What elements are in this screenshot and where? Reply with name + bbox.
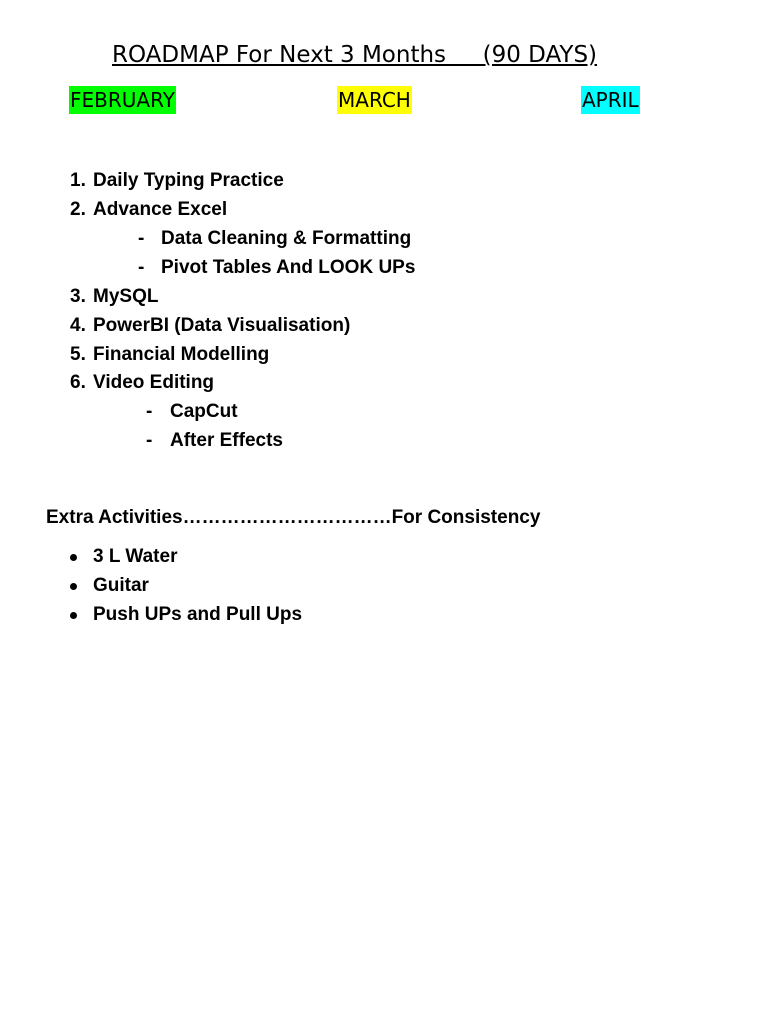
sub-list-item: CapCut <box>170 401 238 422</box>
month-february: FEBRUARY <box>70 88 175 112</box>
list-item: Guitar <box>93 575 149 596</box>
sub-item-marker: - <box>138 257 145 278</box>
list-item: 3 L Water <box>93 546 178 567</box>
list-number: 3. <box>70 286 86 307</box>
bullet-icon <box>70 583 77 590</box>
list-item: Financial Modelling <box>93 344 270 365</box>
list-item: Daily Typing Practice <box>93 170 284 191</box>
sub-list-item: Data Cleaning & Formatting <box>161 228 412 249</box>
extra-activities-heading: Extra Activities……………………………For Consistency <box>46 507 541 528</box>
list-number: 1. <box>70 170 86 191</box>
sub-list-item: Pivot Tables And LOOK UPs <box>161 257 416 278</box>
list-item: Video Editing <box>93 372 215 393</box>
sub-item-marker: - <box>138 228 145 249</box>
sub-item-marker: - <box>146 401 153 422</box>
list-number: 4. <box>70 315 86 336</box>
month-march: MARCH <box>338 88 411 112</box>
sub-list-item: After Effects <box>170 430 283 451</box>
list-item: Advance Excel <box>93 199 228 220</box>
list-item: MySQL <box>93 286 159 307</box>
list-number: 6. <box>70 372 86 393</box>
list-item: PowerBI (Data Visualisation) <box>93 315 351 336</box>
month-april: APRIL <box>582 88 639 112</box>
bullet-icon <box>70 612 77 619</box>
list-item: Push UPs and Pull Ups <box>93 604 303 625</box>
bullet-icon <box>70 554 77 561</box>
page-title: ROADMAP For Next 3 Months (90 DAYS) <box>112 42 598 68</box>
sub-item-marker: - <box>146 430 153 451</box>
list-number: 2. <box>70 199 86 220</box>
list-number: 5. <box>70 344 86 365</box>
